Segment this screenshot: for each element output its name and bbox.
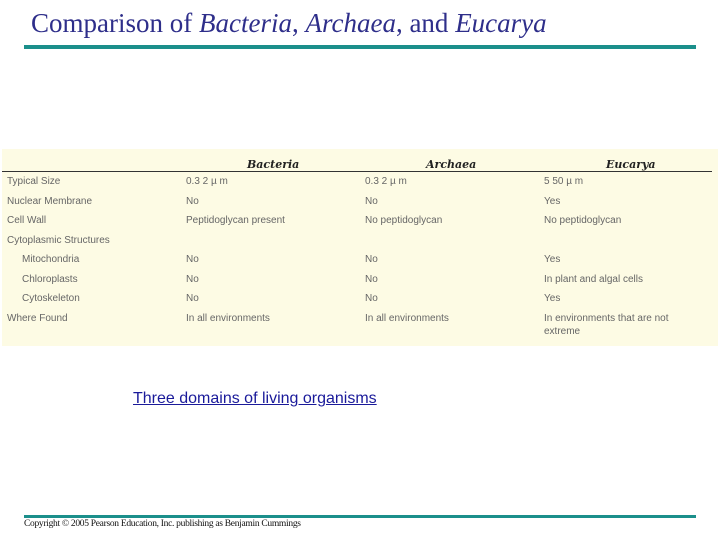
slide-title: Comparison of Bacteria, Archaea, and Eucarya xyxy=(31,8,547,38)
title-divider xyxy=(24,45,696,49)
bacteria-cell: No xyxy=(186,196,199,207)
three-domains-link[interactable]: Three domains of living organisms xyxy=(133,390,377,407)
eucarya-cell: Yes xyxy=(544,254,561,265)
eucarya-cell: No peptidoglycan xyxy=(544,215,622,226)
footer-divider xyxy=(24,515,696,518)
archaea-cell: No peptidoglycan xyxy=(365,215,443,226)
comparison-table xyxy=(2,149,718,346)
row-label: Cell Wall xyxy=(7,215,47,226)
row-label: Where Found xyxy=(7,313,68,324)
eucarya-cell: Yes xyxy=(544,196,561,207)
archaea-cell: No xyxy=(365,196,378,207)
header-archaea: Archaea xyxy=(426,158,477,171)
archaea-cell: 0.3 2 µ m xyxy=(365,176,407,187)
row-label: Mitochondria xyxy=(22,254,80,265)
eucarya-cell-continued: extreme xyxy=(544,326,581,337)
row-label: Cytoskeleton xyxy=(22,293,80,304)
row-label: Typical Size xyxy=(7,176,61,187)
archaea-cell: No xyxy=(365,274,378,285)
eucarya-cell: Yes xyxy=(544,293,561,304)
row-label: Nuclear Membrane xyxy=(7,196,93,207)
row-label: Cytoplasmic Structures xyxy=(7,235,110,246)
archaea-cell: No xyxy=(365,254,378,265)
bacteria-cell: No xyxy=(186,274,199,285)
row-label: Chloroplasts xyxy=(22,274,78,285)
bacteria-cell: No xyxy=(186,293,199,304)
eucarya-cell: In environments that are not xyxy=(544,313,669,324)
eucarya-cell: In plant and algal cells xyxy=(544,274,643,285)
archaea-cell: No xyxy=(365,293,378,304)
archaea-cell: In all environments xyxy=(365,313,449,324)
header-divider xyxy=(2,171,712,172)
copyright-text: Copyright © 2005 Pearson Education, Inc. publishing as Benjamin Cummings xyxy=(24,519,301,529)
bacteria-cell: 0.3 2 µ m xyxy=(186,176,228,187)
bacteria-cell: In all environments xyxy=(186,313,270,324)
bacteria-cell: No xyxy=(186,254,199,265)
eucarya-cell: 5 50 µ m xyxy=(544,176,584,187)
header-eucarya: Eucarya xyxy=(606,158,656,171)
header-bacteria: Bacteria xyxy=(247,158,300,171)
bacteria-cell: Peptidoglycan present xyxy=(186,215,285,226)
